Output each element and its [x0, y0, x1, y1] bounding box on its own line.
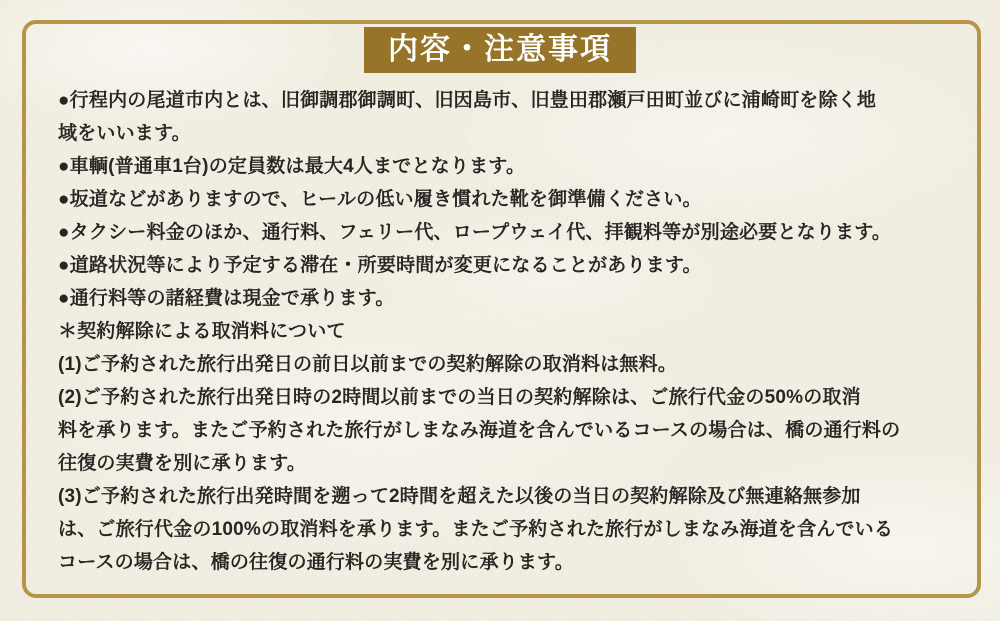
notes-line-4: ●坂道などがありますので、ヒールの低い履き慣れた靴を御準備ください。: [58, 189, 702, 210]
page-title-text: 内容・注意事項: [388, 33, 612, 66]
notes-line-2: 域をいいます。: [58, 123, 191, 144]
notes-line-11: 料を承ります。またご予約された旅行がしまなみ海道を含んでいるコースの場合は、橋の通行料の: [58, 420, 901, 441]
notes-line-1: ●行程内の尾道市内とは、旧御調郡御調町、旧因島市、旧豊田郡瀬戸田町並びに浦崎町を除く地: [58, 90, 877, 111]
notes-line-3: ●車輌(普通車1台)の定員数は最大4人までとなります。: [58, 156, 526, 177]
notes-line-5: ●タクシー料金のほか、通行料、フェリー代、ロープウェイ代、拝観料等が別途必要となります。: [58, 222, 892, 243]
notes-line-6: ●道路状況等により予定する滞在・所要時間が変更になることがあります。: [58, 255, 702, 276]
notes-line-14: は、ご旅行代金の100%の取消料を承ります。またご予約された旅行がしまなみ海道を含んでいる: [58, 519, 894, 540]
notes-line-9: (1)ご予約された旅行出発日の前日以前までの契約解除の取消料は無料。: [58, 354, 678, 375]
notes-line-7: ●通行料等の諸経費は現金で承ります。: [58, 288, 395, 309]
notes-line-12: 往復の実費を別に承ります。: [58, 453, 307, 474]
notes-content: [58, 84, 970, 579]
page-title: [364, 27, 636, 73]
notes-line-15: コースの場合は、橋の往復の通行料の実費を別に承ります。: [58, 552, 574, 573]
notes-line-8: ＊契約解除による取消料について: [58, 321, 346, 342]
notes-line-13: (3)ご予約された旅行出発時間を遡って2時間を超えた以後の当日の契約解除及び無連絡無参加: [58, 486, 861, 507]
notes-line-10: (2)ご予約された旅行出発日時の2時間以前までの当日の契約解除は、ご旅行代金の50%の取消: [58, 387, 861, 408]
